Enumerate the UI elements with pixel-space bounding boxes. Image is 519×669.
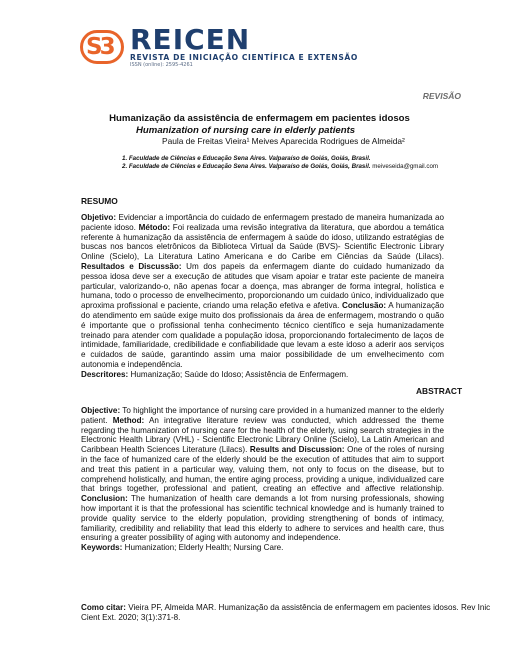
resumo-keywords-text: Humanização; Saúde do Idoso; Assistência de Enfermagem. bbox=[128, 369, 349, 379]
resumo-method-text: Foi realizada uma revisão integrativa da literatura, que abordou a temática referente à humanização da assistência de enfermagem à saúde do idoso, utilizando estratégias de buscas nos bancos eletrônicos da Biblioteca Virtual da Saúde (BVS)- Scientific Electronic Library Online (Scielo), La Literatura Latino Americana e do Caribe em Ciências da Saúde (Lilacs). bbox=[81, 222, 444, 262]
resumo-method-label: Método: bbox=[138, 222, 171, 232]
citation-text: Vieira PF, Almeida MAR. Humanização da assistência de enfermagem em pacientes idosos. Rev Inic Cient Ext. 2020; 3(1):371-8. bbox=[81, 603, 491, 622]
logo-text-block bbox=[130, 23, 358, 69]
article-authors: Paula de Freitas Vieira¹ Meives Aparecida Rodrigues de Almeida² bbox=[162, 136, 405, 146]
abstract-results-label: Results and Discussion: bbox=[249, 445, 345, 455]
abstract-conclusion-text: The humanization of health care demands a lot from nursing professionals, showing how important it is that the professional has scientific technical knowledge and is humanly trained to provide quality service to the elderly population, providing strengthening of bonds of intimacy, familiarity, credibility and reliability that lead this elderly to adhere to services and health care, thus ensuring a greater possibility of aging with autonomy and independence. bbox=[81, 494, 444, 543]
citation bbox=[81, 603, 511, 623]
abstract-results-text: One of the roles of nursing in the face of humanized care of the elderly should be the execution of attitudes that aim to support and treat this patient in a particular way, valuing them, not only to focus on the disease, but to comprehend holistically, and human, the entire aging process, providing a unique, individualized care that brings together, professional and patient, creating an effective and affective relationship. bbox=[81, 445, 445, 494]
abstract-keywords bbox=[81, 543, 444, 553]
article-title-pt: Humanização da assistência de enfermagem em pacientes idosos bbox=[109, 113, 410, 124]
abstract-objective-text: To highlight the importance of nursing care provided in a humanized manner to the elderly patient. bbox=[81, 406, 444, 425]
abstract-heading: ABSTRACT bbox=[416, 386, 463, 396]
affiliation-1: 1. Faculdade de Ciências e Educação Sena Aires. Valparaíso de Goiás, Goiás, Brasil. bbox=[122, 155, 371, 162]
abstract-objective-label: Objective: bbox=[81, 406, 121, 415]
abstract-keywords-label: Keywords: bbox=[81, 543, 123, 553]
author-email-link[interactable]: meiveseida@gmail.com bbox=[372, 163, 439, 170]
journal-subtitle: REVISTA DE INICIAÇÃO CIENTÍFICA E EXTENSÃO bbox=[130, 53, 358, 62]
resumo-heading: RESUMO bbox=[81, 196, 118, 206]
journal-name: REICEN bbox=[130, 23, 251, 56]
abstract-keywords-text: Humanization; Elderly Health; Nursing Care. bbox=[122, 543, 284, 553]
resumo-objective-label: Objetivo: bbox=[81, 213, 117, 222]
citation-label: Como citar: bbox=[81, 603, 126, 612]
resumo-results-text: Um dos papeis da enfermagem diante do cuidado humanizado da pessoa idosa deve ser a execução de atitudes que visam apoiar e tratar este paciente de maneira particular, valorizando-o, não apenas focar a doença, mas abranger de forma integral, holística e humana, todo o processo de envelhecimento, proporcionando um cuidado único, individualizado que aproxima profissional e paciente, criando uma relação efetiva e afetiva. bbox=[81, 261, 445, 311]
article-title-en: Humanization of nursing care in elderly patients bbox=[136, 125, 356, 136]
abstract-body bbox=[81, 406, 444, 553]
affiliation-2-text: 2. Faculdade de Ciências e Educação Sena Aires. Valparaíso de Goiás, Goiás, Brasil. bbox=[122, 163, 371, 170]
resumo-results-label: Resultados e Discussão: bbox=[81, 261, 182, 271]
affiliation-2 bbox=[122, 163, 438, 170]
abstract-method-text: An integrative literature review was conducted, which addressed the theme regarding the humanization of nursing care for the health of the elderly, using search strategies in the Electronic Health Library (VHL) - Scientific Electronic Library Online (Scielo), La Latin American and Caribbean Health Sciences Literature (Lilacs). bbox=[81, 415, 444, 455]
journal-logo bbox=[80, 23, 358, 70]
resumo-body bbox=[81, 213, 444, 380]
resumo-objective-text: Evidenciar a importância do cuidado de enfermagem prestado de maneira humanizada ao paciente idoso. bbox=[81, 213, 444, 232]
reicen-logo-icon bbox=[80, 30, 126, 66]
resumo-conclusion-label: Conclusão: bbox=[342, 301, 387, 311]
resumo-keywords bbox=[81, 370, 444, 380]
abstract-method-label: Method: bbox=[112, 415, 145, 425]
abstract-conclusion-label: Conclusion: bbox=[81, 494, 128, 504]
logo-mark-text: S3 bbox=[86, 34, 113, 60]
resumo-conclusion-text: A humanização do atendimento em saúde exige muito dos profissionais da área de enfermagem, mostrando o quão é importante que o profissional tenha conhecimento técnico científico e seja humanizadamente treinado para atender com qualidade a população idosa, proporcionando fortalecimento de laços de intimidade, familiaridade, credibilidade e confiabilidade que levam a este idoso a aderir aos serviços e cuidados de saúde, garantindo assim uma maior possibilidade de um envelhecimento com autonomia e independência. bbox=[81, 301, 444, 369]
resumo-keywords-label: Descritores: bbox=[81, 369, 129, 379]
journal-issn: ISSN (online): 2595-4261 bbox=[130, 62, 193, 68]
section-label: REVISÃO bbox=[422, 91, 461, 101]
